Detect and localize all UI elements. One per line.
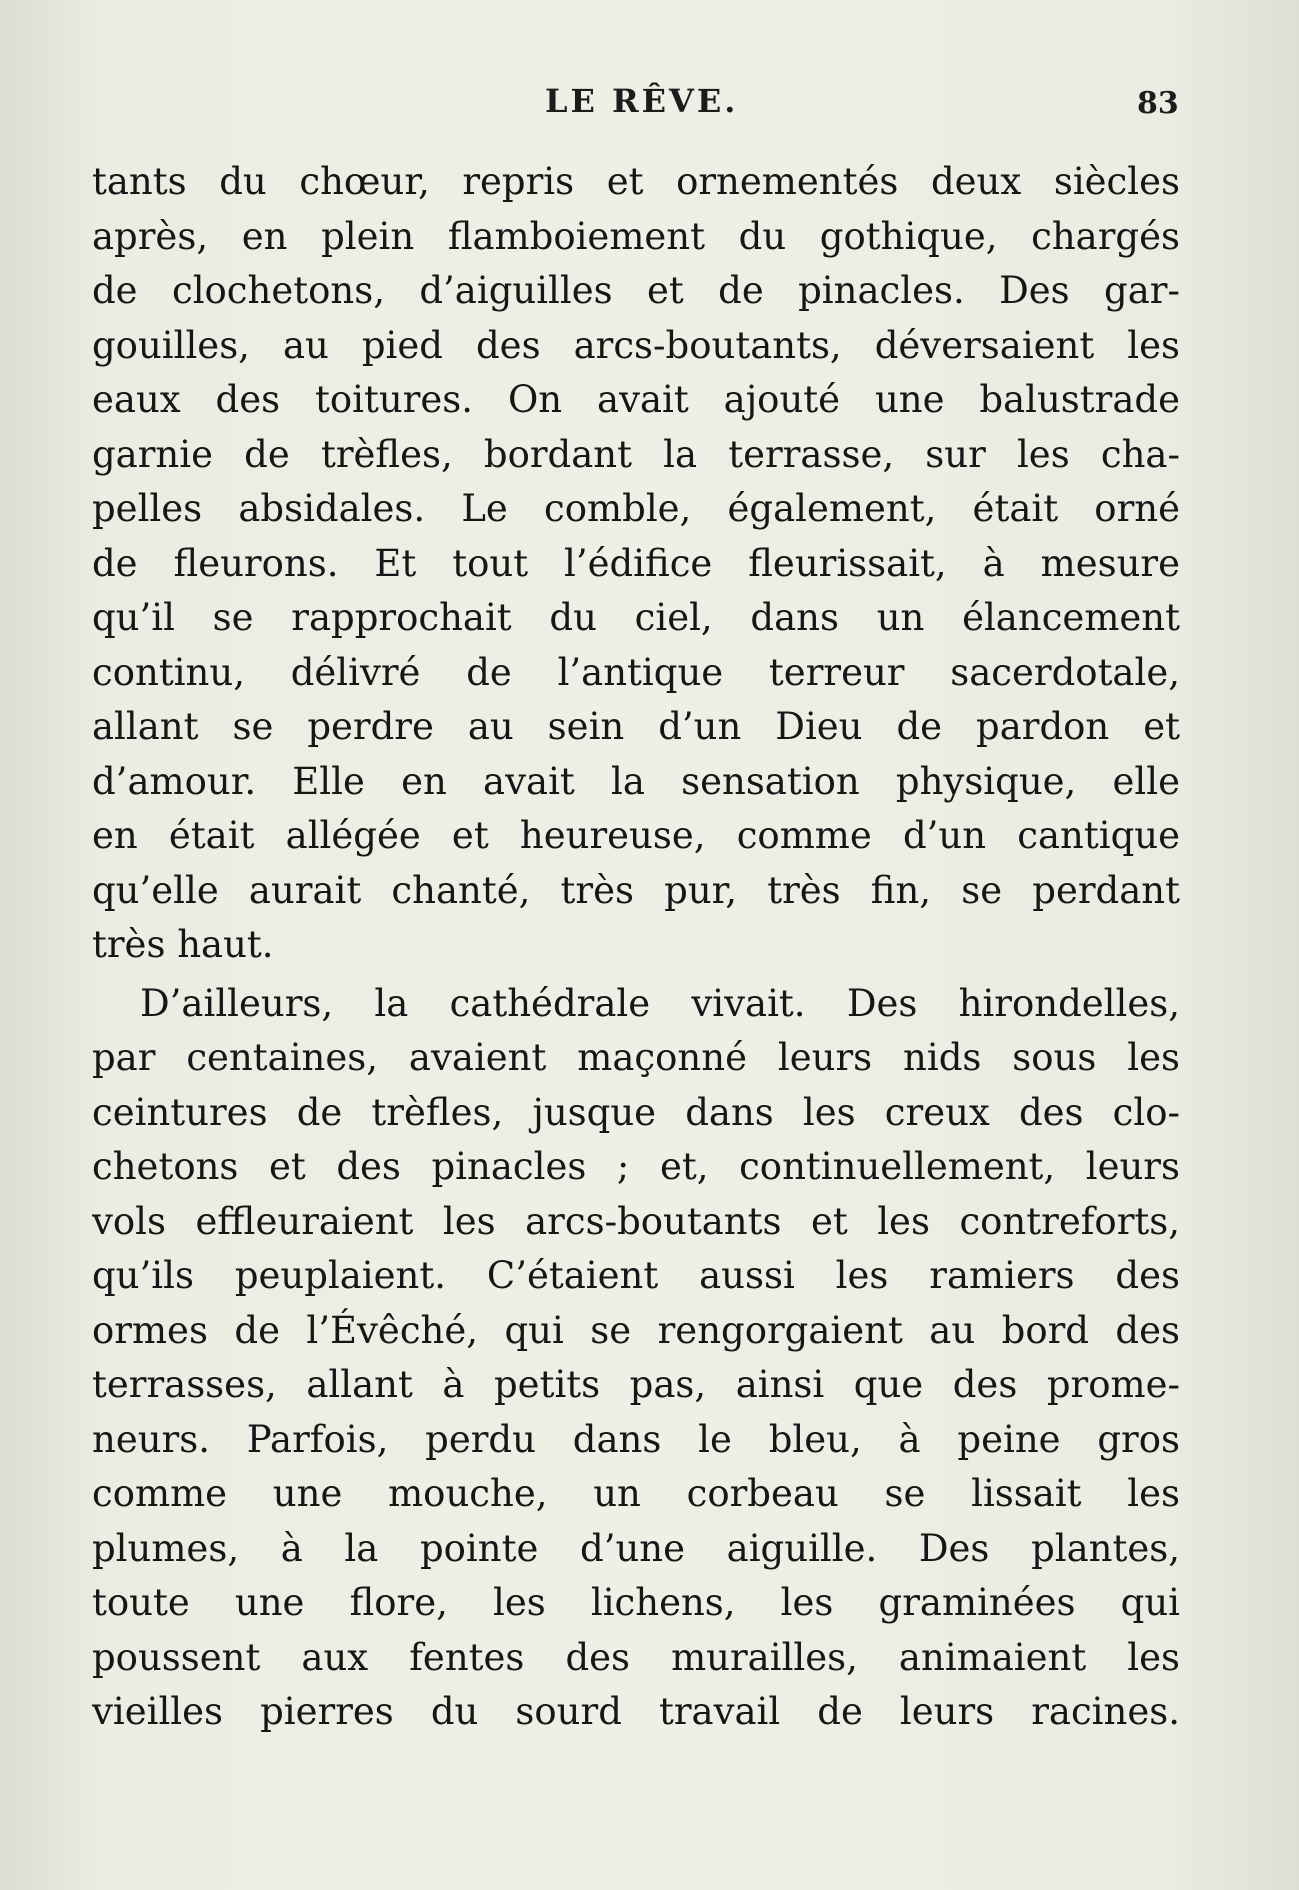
- text-line: D’ailleurs, la cathédrale vivait. Des hirondelles,: [140, 981, 1180, 1025]
- text-line: plumes, à la pointe d’une aiguille. Des plantes,: [92, 1526, 1180, 1570]
- text-line: tants du chœur, repris et ornementés deux siècles: [92, 160, 1180, 203]
- paragraph-2: [92, 977, 1180, 1740]
- text-line: pelles absidales. Le comble, également, était orné: [92, 487, 1180, 530]
- body-text: [92, 155, 1180, 1740]
- text-line: toute une flore, les lichens, les graminées qui: [92, 1581, 1180, 1624]
- running-title: LE RÊVE.: [545, 82, 739, 120]
- text-line: allant se perdre au sein d’un Dieu de pardon et: [92, 705, 1180, 748]
- text-line: poussent aux fentes des murailles, animaient les: [92, 1635, 1180, 1679]
- text-line: vieilles pierres du sourd travail de leurs racines.: [92, 1690, 1180, 1733]
- text-line: ceintures de trèfles, jusque dans les creux des clo-: [92, 1090, 1180, 1134]
- text-line: de fleurons. Et tout l’édifice fleurissait, à mesure: [92, 541, 1180, 585]
- text-line: neurs. Parfois, perdu dans le bleu, à peine gros: [92, 1417, 1180, 1461]
- text-line: qu’il se rapprochait du ciel, dans un élancement: [92, 596, 1180, 639]
- text-line: en était allégée et heureuse, comme d’un cantique: [92, 814, 1180, 857]
- text-line: gouilles, au pied des arcs-boutants, déversaient les: [92, 323, 1180, 367]
- text-line: très haut.: [92, 923, 274, 966]
- page-header: [0, 82, 1299, 132]
- page-number: 83: [1137, 86, 1179, 121]
- text-line: eaux des toitures. On avait ajouté une balustrade: [92, 378, 1180, 421]
- text-line: terrasses, allant à petits pas, ainsi que des prome-: [92, 1363, 1180, 1406]
- text-line: de clochetons, d’aiguilles et de pinacles. Des gar-: [92, 269, 1180, 312]
- text-line: qu’elle aurait chanté, très pur, très fin, se perdant: [92, 868, 1180, 912]
- text-line: continu, délivré de l’antique terreur sacerdotale,: [92, 650, 1180, 694]
- text-line: garnie de trèfles, bordant la terrasse, sur les cha-: [92, 432, 1180, 476]
- paragraph-1: [92, 155, 1180, 973]
- text-line: par centaines, avaient maçonné leurs nids sous les: [92, 1036, 1180, 1079]
- text-line: d’amour. Elle en avait la sensation physique, elle: [92, 759, 1180, 803]
- text-line: comme une mouche, un corbeau se lissait les: [92, 1472, 1180, 1515]
- text-line: qu’ils peuplaient. C’étaient aussi les ramiers des: [92, 1254, 1180, 1297]
- text-line: ormes de l’Évêché, qui se rengorgaient au bord des: [92, 1308, 1180, 1352]
- text-line: après, en plein flamboiement du gothique, chargés: [92, 214, 1180, 258]
- text-line: chetons et des pinacles ; et, continuellement, leurs: [92, 1145, 1180, 1188]
- text-line: vols effleuraient les arcs-boutants et les contreforts,: [92, 1199, 1180, 1243]
